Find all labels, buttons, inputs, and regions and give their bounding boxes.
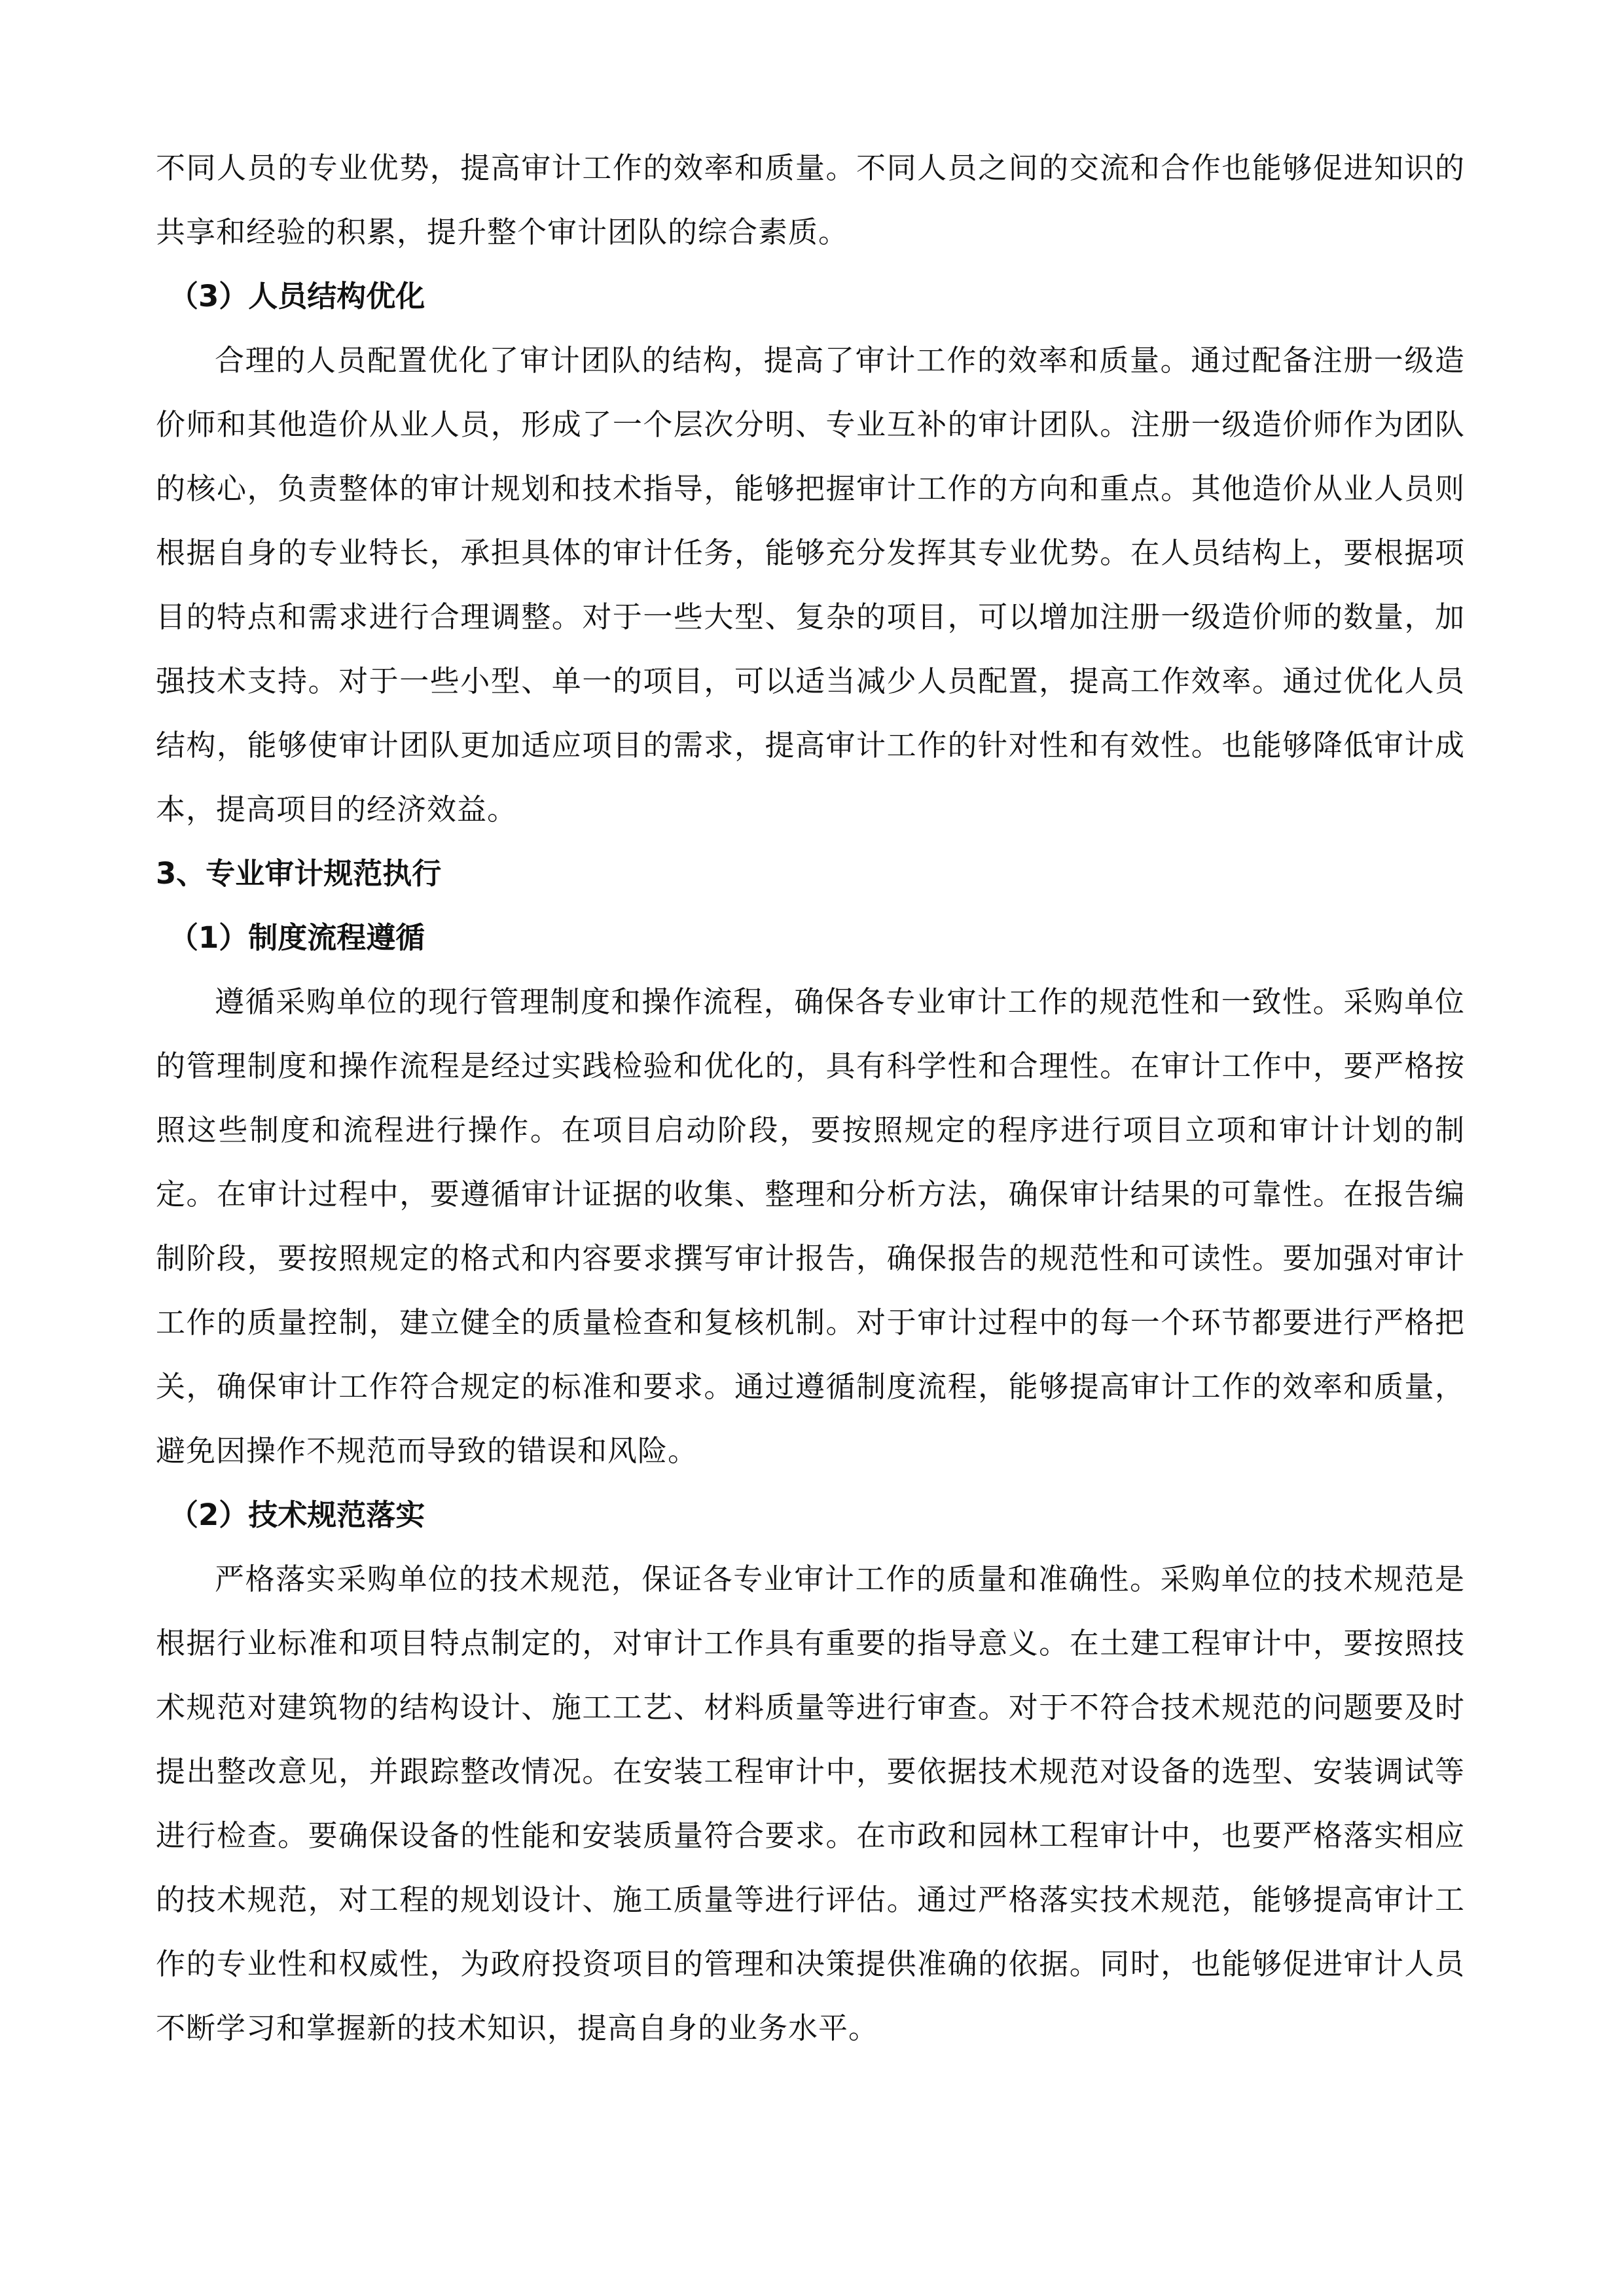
paragraph-continued: 不同人员的专业优势，提高审计工作的效率和质量。不同人员之间的交流和合作也能够促进知识的共享和经验的积累，提升整个审计团队的综合素质。 [156,151,1465,249]
paragraph-process: 遵循采购单位的现行管理制度和操作流程，确保各专业审计工作的规范性和一致性。采购单位的管理制度和操作流程是经过实践检验和优化的，具有科学性和合理性。在审计工作中，要严格按照这些制度和流程进行操作。在项目启动阶段，要按照规定的程序进行项目立项和审计计划的制定。在审计过程中，要遵循审计证据的收集、整理和分析方法，确保审计结果的可靠性。在报告编制阶段，要按照规定的格式和内容要求撰写审计报告，确保报告的规范性和可读性。要加强对审计工作的质量控制，建立健全的质量检查和复核机制。对于审计过程中的每一个环节都要进行严格把关，确保审计工作符合规定的标准和要求。通过遵循制度流程，能够提高审计工作的效率和质量，避免因操作不规范而导致的错误和风险。 [156,984,1465,1468]
paragraph-tech-spec: 严格落实采购单位的技术规范，保证各专业审计工作的质量和准确性。采购单位的技术规范是根据行业标准和项目特点制定的，对审计工作具有重要的指导意义。在土建工程审计中，要按照技术规范对建筑物的结构设计、施工工艺、材料质量等进行审查。对于不符合技术规范的问题要及时提出整改意见，并跟踪整改情况。在安装工程审计中，要依据技术规范对设备的选型、安装调试等进行检查。要确保设备的性能和安装质量符合要求。在市政和园林工程审计中，也要严格落实相应的技术规范，对工程的规划设计、施工质量等进行评估。通过严格落实技术规范，能够提高审计工作的专业性和权威性，为政府投资项目的管理和决策提供准确的依据。同时，也能够促进审计人员不断学习和掌握新的技术知识，提高自身的业务水平。 [156,1562,1465,2045]
heading-audit-spec: 3、专业审计规范执行 [156,856,442,891]
heading-tech-spec: （2）技术规范落实 [169,1498,425,1532]
paragraph-people-structure: 合理的人员配置优化了审计团队的结构，提高了审计工作的效率和质量。通过配备注册一级造价师和其他造价从业人员，形成了一个层次分明、专业互补的审计团队。注册一级造价师作为团队的核心，负责整体的审计规划和技术指导，能够把握审计工作的方向和重点。其他造价从业人员则根据自身的专业特长，承担具体的审计任务，能够充分发挥其专业优势。在人员结构上，要根据项目的特点和需求进行合理调整。对于一些大型、复杂的项目，可以增加注册一级造价师的数量，加强技术支持。对于一些小型、单一的项目，可以适当减少人员配置，提高工作效率。通过优化人员结构，能够使审计团队更加适应项目的需求，提高审计工作的针对性和有效性。也能够降低审计成本，提高项目的经济效益。 [156,343,1465,827]
heading-process: （1）制度流程遵循 [169,920,425,955]
document-page [156,136,1465,2060]
heading-people-structure: （3）人员结构优化 [169,279,425,314]
